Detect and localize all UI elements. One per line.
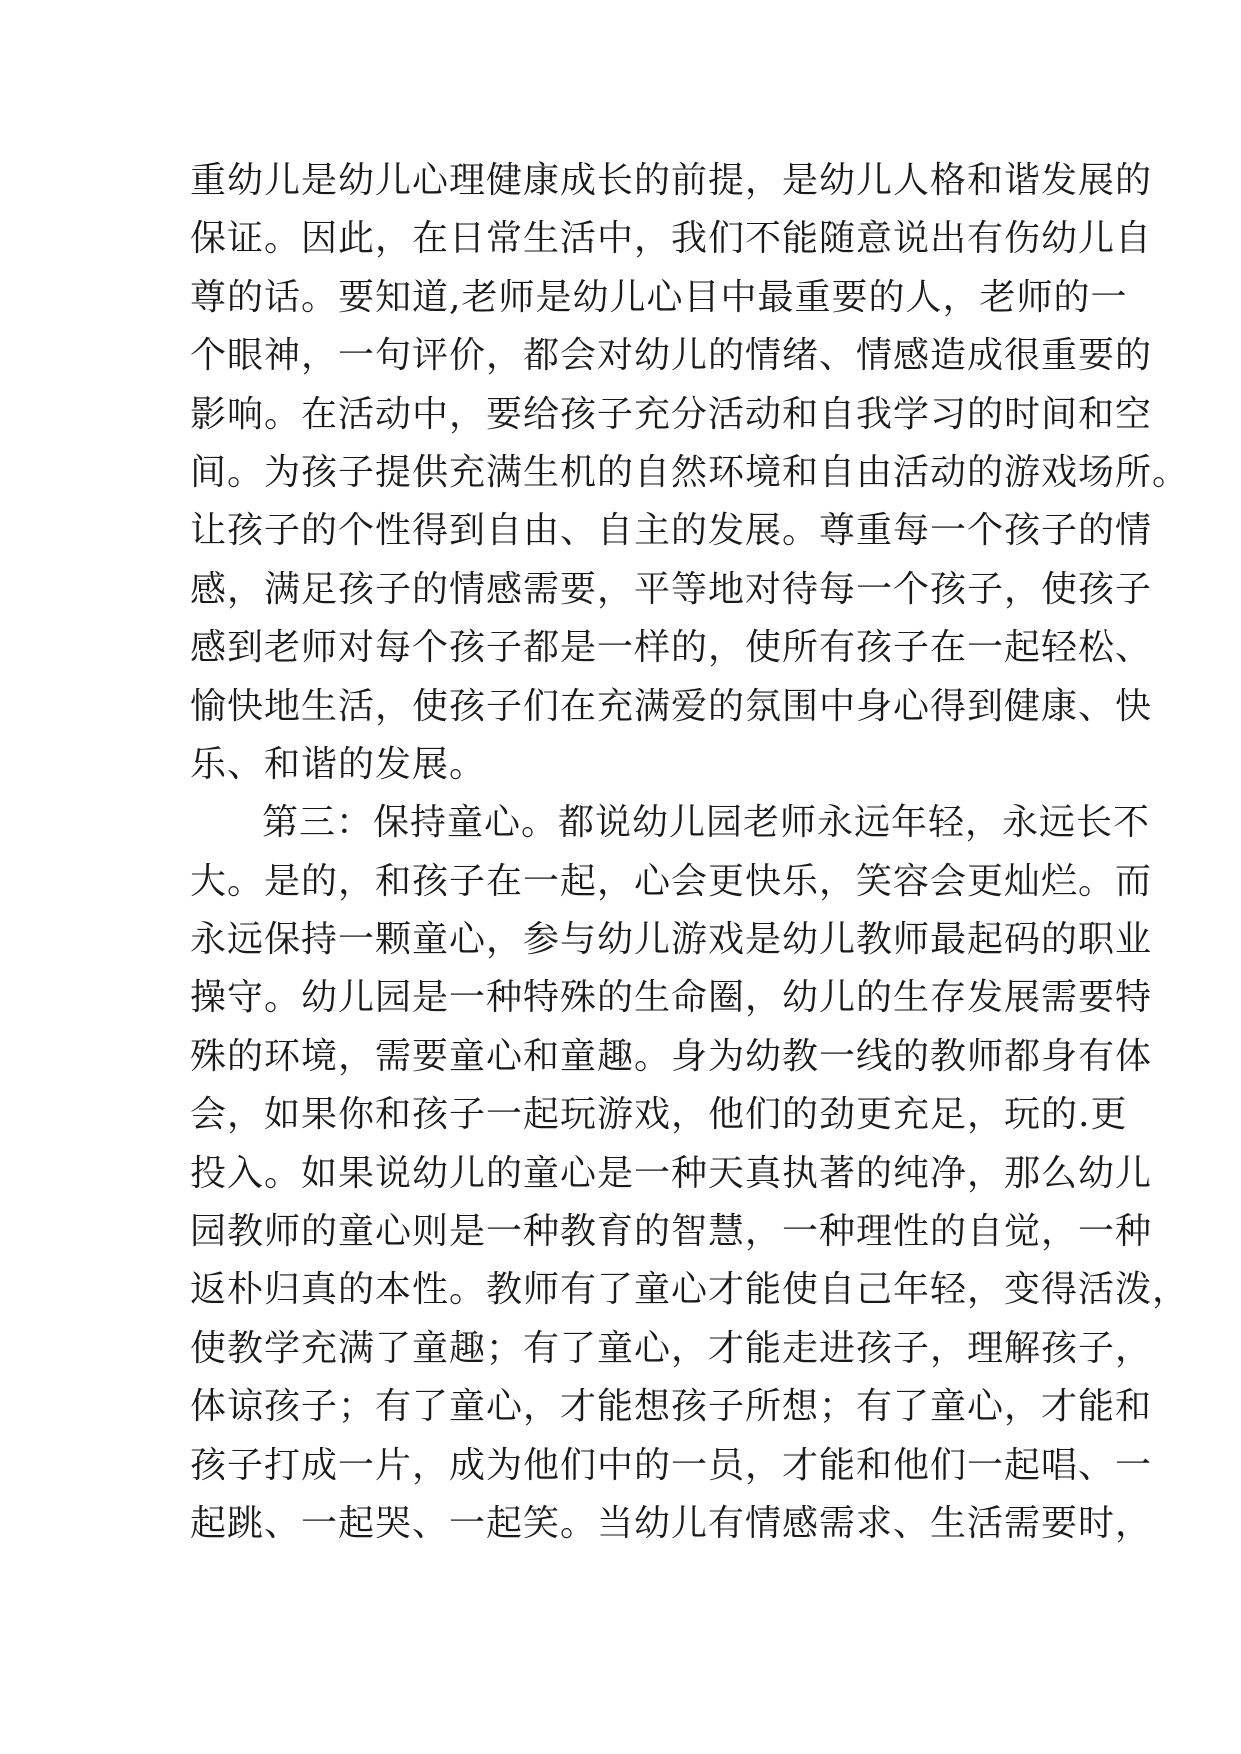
text-line: 使教学充满了童趣；有了童心，才能走进孩子，理解孩子， — [190, 1327, 1153, 1369]
text-line: 保证。因此，在日常生活中，我们不能随意说出有伤幼儿自 — [190, 218, 1153, 260]
text-line: 让孩子的个性得到自由、自主的发展。尊重每一个孩子的情 — [190, 510, 1153, 552]
body-text — [190, 152, 1190, 1553]
text-line: 永远保持一颗童心，参与幼儿游戏是幼儿教师最起码的职业 — [190, 919, 1153, 961]
text-line: 影响。在活动中，要给孩子充分活动和自我学习的时间和空 — [190, 393, 1153, 435]
text-line: 体谅孩子；有了童心，才能想孩子所想；有了童心，才能和 — [190, 1386, 1153, 1428]
text-line: 操守。幼儿园是一种特殊的生命圈，幼儿的生存发展需要特 — [190, 977, 1153, 1019]
paragraph-start-line: 第三：保持童心。都说幼儿园老师永远年轻，永远长不 — [262, 802, 1151, 844]
text-line: 返朴归真的本性。教师有了童心才能使自己年轻，变得活泼， — [190, 1269, 1190, 1311]
text-line: 个眼神，一句评价，都会对幼儿的情绪、情感造成很重要的 — [190, 335, 1153, 377]
text-line: 愉快地生活，使孩子们在充满爱的氛围中身心得到健康、快 — [190, 685, 1153, 727]
text-line: 乐、和谐的发展。 — [190, 743, 487, 785]
text-line: 殊的环境，需要童心和童趣。身为幼教一线的教师都身有体 — [190, 1035, 1153, 1077]
text-line: 孩子打成一片，成为他们中的一员，才能和他们一起唱、一 — [190, 1444, 1153, 1486]
text-line: 会，如果你和孩子一起玩游戏，他们的劲更充足，玩的.更 — [190, 1094, 1128, 1136]
text-line: 投入。如果说幼儿的童心是一种天真执著的纯净，那么幼儿 — [190, 1152, 1153, 1194]
text-line: 感到老师对每个孩子都是一样的，使所有孩子在一起轻松、 — [190, 627, 1153, 669]
text-line: 尊的话。要知道,老师是幼儿心目中最重要的人，老师的一 — [190, 276, 1128, 318]
text-line: 感，满足孩子的情感需要，平等地对待每一个孩子，使孩子 — [190, 568, 1153, 610]
text-line: 间。为孩子提供充满生机的自然环境和自由活动的游戏场所。 — [190, 451, 1190, 493]
text-line: 重幼儿是幼儿心理健康成长的前提，是幼儿人格和谐发展的 — [190, 160, 1153, 201]
text-line: 起跳、一起哭、一起笑。当幼儿有情感需求、生活需要时， — [190, 1502, 1153, 1544]
text-line: 园教师的童心则是一种教育的智慧，一种理性的自觉，一种 — [190, 1211, 1153, 1253]
text-line: 大。是的，和孩子在一起，心会更快乐，笑容会更灿烂。而 — [190, 860, 1153, 902]
